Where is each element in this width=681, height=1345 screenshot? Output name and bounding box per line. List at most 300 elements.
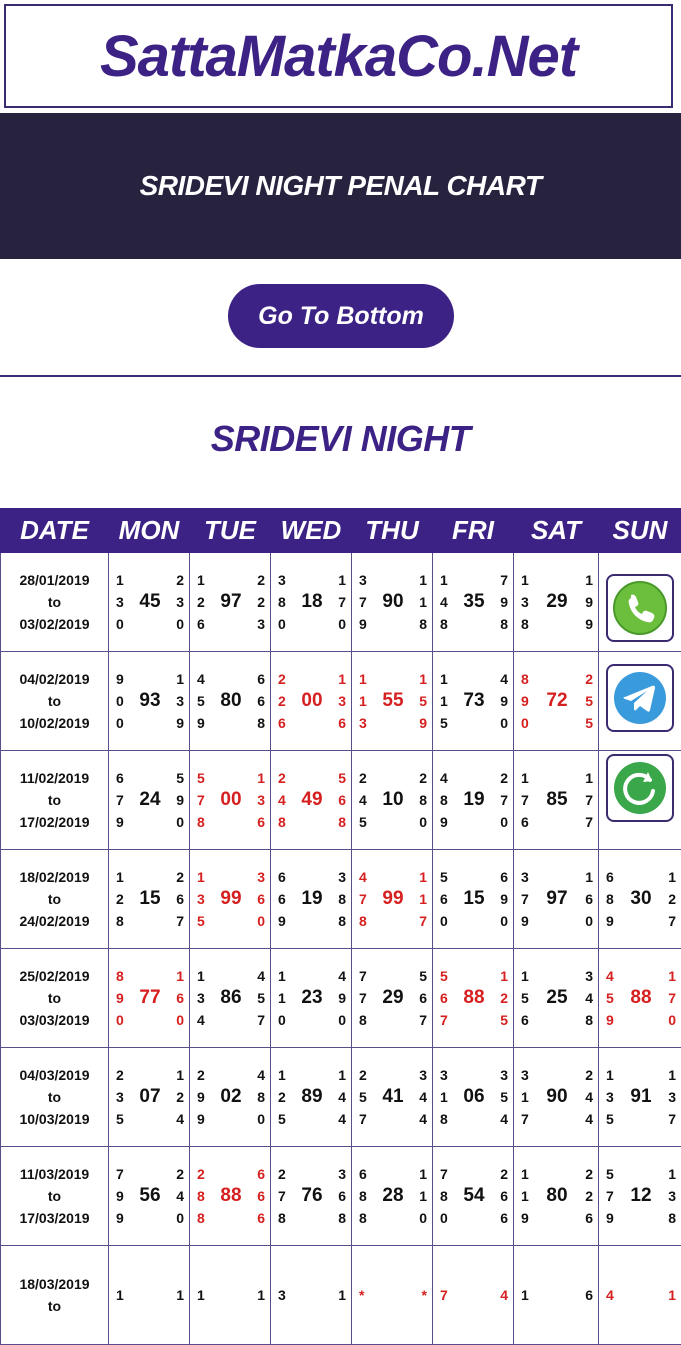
panel-result (271, 850, 351, 948)
panel-digit: 1 (116, 569, 124, 591)
table-row (1, 1147, 681, 1246)
jodi-number: 90 (382, 591, 403, 613)
jodi-number: 25 (546, 987, 567, 1009)
refresh-button[interactable] (608, 756, 672, 820)
panel-right (419, 1064, 427, 1130)
panel-digit: 8 (197, 811, 205, 833)
date-to-label: to (1, 789, 108, 811)
panel-digit: 8 (116, 910, 124, 932)
panel-digit: 9 (116, 987, 124, 1009)
site-logo[interactable] (4, 4, 673, 108)
jodi-number: 29 (382, 987, 403, 1009)
panel-right (338, 965, 346, 1031)
panel-result (109, 1147, 189, 1245)
jodi-number: 45 (139, 591, 160, 613)
date-range-cell (1, 652, 109, 751)
panel-digit: 8 (338, 910, 346, 932)
panel-digit: 1 (359, 690, 367, 712)
table-row (1, 553, 681, 652)
panel-digit: 8 (440, 789, 448, 811)
panel-digit: 5 (197, 767, 205, 789)
jodi-number: 99 (382, 888, 403, 910)
panel-digit: 4 (338, 1086, 346, 1108)
panel-digit: 7 (359, 591, 367, 613)
panel-digit: 8 (338, 888, 346, 910)
jodi-number: 10 (382, 789, 403, 811)
panel-right (257, 569, 265, 635)
panel-result (433, 850, 513, 948)
panel-digit: 9 (116, 1207, 124, 1229)
result-cell (514, 1147, 599, 1246)
date-from: 11/02/2019 (1, 767, 108, 789)
panel-right (257, 866, 265, 932)
panel-digit: 0 (440, 910, 448, 932)
panel-digit: 9 (176, 712, 184, 734)
panel-digit: 4 (585, 1086, 593, 1108)
phone-button[interactable] (608, 576, 672, 640)
panel-digit: 7 (116, 1163, 124, 1185)
panel-left (197, 866, 205, 932)
panel-left (197, 1064, 205, 1130)
panel-left (359, 866, 367, 932)
panel-right (500, 668, 508, 734)
panel-digit: 2 (278, 1086, 286, 1108)
panel-digit: 9 (521, 690, 529, 712)
panel-digit: 0 (521, 712, 529, 734)
panel-digit: 1 (585, 767, 593, 789)
panel-left (440, 569, 448, 635)
panel-digit: 6 (116, 767, 124, 789)
result-cell (109, 553, 190, 652)
panel-digit: * (359, 1284, 364, 1306)
panel-digit: 7 (500, 569, 508, 591)
result-cell (352, 1147, 433, 1246)
panel-right (500, 569, 508, 635)
result-cell (271, 553, 352, 652)
panel-digit: 8 (359, 1207, 367, 1229)
jodi-number: 85 (546, 789, 567, 811)
panel-result (433, 1147, 513, 1245)
divider (0, 375, 681, 377)
result-cell (271, 1246, 352, 1345)
panel-digit: 3 (668, 1185, 676, 1207)
panel-digit: 0 (419, 811, 427, 833)
panel-digit: 7 (521, 1108, 529, 1130)
panel-left (278, 668, 286, 734)
jodi-number: 19 (463, 789, 484, 811)
result-cell (433, 553, 514, 652)
jodi-number: 35 (463, 591, 484, 613)
panel-digit: 6 (500, 1207, 508, 1229)
panel-result (271, 652, 351, 750)
panel-digit: 1 (338, 1064, 346, 1086)
panel-digit: 6 (585, 1284, 593, 1306)
panel-digit: 3 (585, 965, 593, 987)
panel-digit: 7 (359, 965, 367, 987)
panel-result (109, 553, 189, 651)
panel-digit: 1 (668, 1163, 676, 1185)
panel-digit: 3 (521, 591, 529, 613)
panel-digit: 0 (668, 1009, 676, 1031)
panel-left (440, 668, 448, 734)
panel-digit: 9 (500, 591, 508, 613)
panel-right (585, 1064, 593, 1130)
panel-digit: 8 (257, 1086, 265, 1108)
panel-digit: 6 (257, 690, 265, 712)
date-from: 11/03/2019 (1, 1163, 108, 1185)
panel-right (176, 767, 184, 833)
panel-left (359, 1064, 367, 1130)
panel-result (271, 949, 351, 1047)
panel-digit: 4 (585, 1108, 593, 1130)
panel-digit: 3 (116, 1086, 124, 1108)
telegram-button[interactable] (608, 666, 672, 730)
result-cell (352, 751, 433, 850)
panel-digit: 1 (338, 668, 346, 690)
result-cell (352, 949, 433, 1048)
panel-digit: 6 (440, 987, 448, 1009)
panel-left (278, 569, 286, 635)
panel-result (109, 949, 189, 1047)
panel-result (271, 553, 351, 651)
panel-left (359, 569, 367, 635)
panel-digit: 6 (500, 866, 508, 888)
panel-digit: 1 (419, 1163, 427, 1185)
panel-result (433, 1246, 513, 1344)
header-fri: FRI (433, 509, 514, 553)
panel-left (278, 1284, 286, 1306)
jodi-number: 88 (463, 987, 484, 1009)
jodi-number: 99 (220, 888, 241, 910)
panel-digit: 3 (197, 987, 205, 1009)
jodi-number: 49 (301, 789, 322, 811)
panel-digit: 1 (278, 1064, 286, 1086)
panel-digit: 2 (585, 1064, 593, 1086)
panel-result (190, 652, 270, 750)
result-cell (433, 751, 514, 850)
jodi-number: 88 (220, 1185, 241, 1207)
panel-digit: 6 (338, 789, 346, 811)
panel-digit: 2 (585, 668, 593, 690)
panel-digit: 1 (521, 965, 529, 987)
panel-right (419, 569, 427, 635)
jodi-number: 86 (220, 987, 241, 1009)
panel-digit: 9 (116, 668, 124, 690)
panel-digit: 4 (257, 1064, 265, 1086)
panel-right (585, 1284, 593, 1306)
panel-right (257, 1064, 265, 1130)
panel-digit: 1 (521, 1086, 529, 1108)
panel-digit: 6 (257, 1163, 265, 1185)
panel-digit: 1 (278, 965, 286, 987)
jodi-number: 00 (301, 690, 322, 712)
result-cell (190, 1147, 271, 1246)
jodi-number: 28 (382, 1185, 403, 1207)
panel-digit: 4 (359, 866, 367, 888)
panel-digit: 6 (176, 888, 184, 910)
panel-digit: 9 (197, 712, 205, 734)
panel-digit: 6 (521, 811, 529, 833)
panel-right (257, 965, 265, 1031)
result-cell (109, 652, 190, 751)
table-row (1, 1246, 681, 1345)
panel-digit: 3 (176, 591, 184, 613)
panel-digit: 7 (257, 1009, 265, 1031)
panel-digit: 2 (585, 1163, 593, 1185)
panel-digit: 9 (197, 1108, 205, 1130)
panel-result (514, 949, 598, 1047)
table-row (1, 1048, 681, 1147)
date-from: 04/02/2019 (1, 668, 108, 690)
jodi-number: 80 (220, 690, 241, 712)
panel-digit: 3 (359, 712, 367, 734)
jodi-number: 24 (139, 789, 160, 811)
panel-digit: 8 (668, 1207, 676, 1229)
panel-digit: 1 (521, 569, 529, 591)
panel-digit: 5 (197, 690, 205, 712)
panel-digit: 2 (500, 1163, 508, 1185)
result-cell (109, 1048, 190, 1147)
panel-digit: 2 (500, 767, 508, 789)
panel-digit: 3 (176, 690, 184, 712)
panel-right (668, 965, 676, 1031)
table-header-row (1, 509, 681, 553)
result-cell (190, 1048, 271, 1147)
date-to: 17/03/2019 (1, 1207, 108, 1229)
panel-digit: 1 (500, 965, 508, 987)
result-cell (109, 1246, 190, 1345)
panel-right (585, 668, 593, 734)
panel-digit: 0 (257, 910, 265, 932)
panel-digit: 2 (278, 668, 286, 690)
panel-left (359, 1284, 364, 1306)
panel-right (419, 965, 427, 1031)
panel-digit: 3 (278, 569, 286, 591)
panel-right (500, 767, 508, 833)
panel-left (278, 767, 286, 833)
date-range-cell (1, 1246, 109, 1345)
panel-left (278, 1064, 286, 1130)
panel-left (359, 965, 367, 1031)
panel-digit: 8 (338, 1207, 346, 1229)
result-cell (352, 652, 433, 751)
date-to-label: to (1, 1185, 108, 1207)
panel-result (352, 949, 432, 1047)
panel-digit: 7 (521, 888, 529, 910)
panel-digit: 3 (521, 1064, 529, 1086)
jodi-number: 00 (220, 789, 241, 811)
panel-digit: 1 (257, 767, 265, 789)
panel-digit: 8 (440, 1185, 448, 1207)
date-range-cell (1, 850, 109, 949)
header-wed: WED (271, 509, 352, 553)
date-range-cell (1, 949, 109, 1048)
panel-digit: 0 (116, 712, 124, 734)
panel-digit: 7 (585, 789, 593, 811)
panel-left (440, 1163, 448, 1229)
panel-left (197, 965, 205, 1031)
panel-digit: 2 (176, 866, 184, 888)
panel-right (338, 767, 346, 833)
jodi-number: 15 (139, 888, 160, 910)
panel-digit: 9 (197, 1086, 205, 1108)
table-row (1, 850, 681, 949)
panel-digit: 9 (359, 613, 367, 635)
panel-digit: 6 (606, 866, 614, 888)
panel-digit: 4 (176, 1185, 184, 1207)
panel-digit: 8 (419, 789, 427, 811)
panel-left (440, 1284, 448, 1306)
result-cell (514, 949, 599, 1048)
panel-digit: 8 (440, 613, 448, 635)
panel-result (599, 949, 681, 1047)
result-cell (433, 652, 514, 751)
panel-digit: 3 (338, 866, 346, 888)
date-from: 28/01/2019 (1, 569, 108, 591)
panel-right (176, 965, 184, 1031)
panel-right (585, 1163, 593, 1229)
panel-digit: 4 (278, 789, 286, 811)
panel-digit: 7 (278, 1185, 286, 1207)
header-tue: TUE (190, 509, 271, 553)
date-to: 03/03/2019 (1, 1009, 108, 1031)
panel-digit: 6 (359, 1163, 367, 1185)
refresh-icon (612, 760, 668, 816)
jodi-number: 89 (301, 1086, 322, 1108)
panel-result (190, 1147, 270, 1245)
panel-result (190, 1246, 270, 1344)
panel-result (599, 1048, 681, 1146)
result-cell (433, 1147, 514, 1246)
panel-digit: 1 (197, 1284, 205, 1306)
panel-digit: 0 (176, 1207, 184, 1229)
date-from: 25/02/2019 (1, 965, 108, 987)
panel-digit: 8 (338, 811, 346, 833)
result-cell (352, 553, 433, 652)
result-cell (514, 751, 599, 850)
panel-digit: 9 (521, 910, 529, 932)
panel-digit: 6 (338, 712, 346, 734)
panel-digit: 4 (419, 1086, 427, 1108)
panel-digit: 1 (338, 569, 346, 591)
panel-digit: 6 (257, 811, 265, 833)
panel-left (197, 569, 205, 635)
panel-digit: 6 (176, 987, 184, 1009)
panel-result (190, 949, 270, 1047)
panel-left (521, 1284, 529, 1306)
site-name: SattaMatkaCo.Net (100, 23, 577, 90)
panel-digit: 9 (606, 1009, 614, 1031)
panel-digit: 1 (440, 1086, 448, 1108)
panel-digit: 7 (338, 591, 346, 613)
chart-title: SRIDEVI NIGHT PENAL CHART (140, 170, 542, 202)
panel-digit: 9 (176, 789, 184, 811)
panel-result (271, 751, 351, 849)
panel-digit: 1 (257, 1284, 265, 1306)
panel-digit: 8 (278, 1207, 286, 1229)
panel-left (359, 767, 367, 833)
header-sun: SUN (599, 509, 681, 553)
panel-digit: 3 (257, 789, 265, 811)
panel-digit: 0 (440, 1207, 448, 1229)
panel-digit: 1 (440, 668, 448, 690)
panel-digit: 4 (606, 965, 614, 987)
panel-right (338, 1163, 346, 1229)
panel-digit: 1 (668, 866, 676, 888)
panel-digit: 2 (116, 888, 124, 910)
panel-digit: 6 (585, 888, 593, 910)
go-to-bottom-button[interactable]: Go To Bottom (228, 284, 454, 348)
panel-digit: 7 (606, 1185, 614, 1207)
panel-digit: 4 (176, 1108, 184, 1130)
date-range-cell (1, 751, 109, 850)
panel-result (352, 1048, 432, 1146)
panel-right (338, 866, 346, 932)
panel-result (514, 652, 598, 750)
panel-right (585, 767, 593, 833)
result-cell (109, 751, 190, 850)
panel-result (433, 1048, 513, 1146)
panel-digit: 5 (606, 1108, 614, 1130)
panel-right (500, 866, 508, 932)
panel-digit: 3 (338, 690, 346, 712)
panel-right (585, 569, 593, 635)
panel-digit: 5 (500, 1086, 508, 1108)
panel-left (278, 965, 286, 1031)
panel-digit: 0 (257, 1108, 265, 1130)
table-row (1, 949, 681, 1048)
panel-digit: 4 (338, 965, 346, 987)
date-range-cell (1, 553, 109, 652)
panel-digit: 9 (116, 1185, 124, 1207)
jodi-number: 54 (463, 1185, 484, 1207)
panel-digit: 2 (197, 591, 205, 613)
panel-digit: * (422, 1284, 427, 1306)
panel-left (197, 767, 205, 833)
panel-digit: 4 (585, 987, 593, 1009)
panel-digit: 8 (257, 712, 265, 734)
panel-digit: 5 (419, 690, 427, 712)
panel-digit: 7 (116, 789, 124, 811)
panel-right (176, 668, 184, 734)
panel-digit: 1 (116, 1284, 124, 1306)
panel-digit: 1 (668, 1284, 676, 1306)
header-mon: MON (109, 509, 190, 553)
panel-digit: 9 (419, 712, 427, 734)
panel-digit: 5 (440, 965, 448, 987)
jodi-number: 91 (630, 1086, 651, 1108)
panel-digit: 7 (440, 1163, 448, 1185)
panel-right (668, 866, 676, 932)
panel-digit: 5 (606, 1163, 614, 1185)
panel-digit: 1 (116, 866, 124, 888)
panel-left (116, 1064, 124, 1130)
panel-digit: 2 (585, 1185, 593, 1207)
panel-digit: 1 (521, 1163, 529, 1185)
panel-digit: 6 (257, 888, 265, 910)
result-cell (514, 1048, 599, 1147)
result-cell (514, 553, 599, 652)
date-from: 18/03/2019 (1, 1273, 108, 1295)
panel-digit: 9 (440, 811, 448, 833)
panel-digit: 1 (419, 668, 427, 690)
panel-right (176, 1163, 184, 1229)
date-to-label: to (1, 591, 108, 613)
panel-digit: 6 (338, 1185, 346, 1207)
date-to: 10/02/2019 (1, 712, 108, 734)
panel-digit: 2 (197, 1064, 205, 1086)
jodi-number: 97 (546, 888, 567, 910)
